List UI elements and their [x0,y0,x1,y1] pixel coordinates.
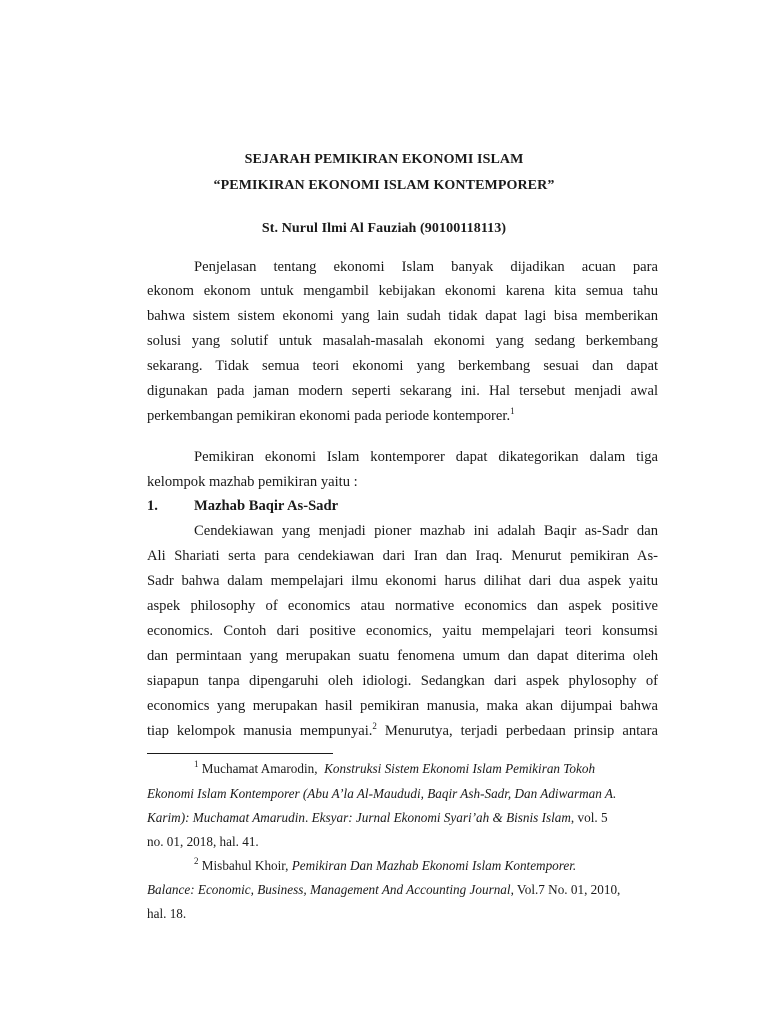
footnote-2-journal: Balance: Economic, Business, Management And Accounting Journal [147,882,511,897]
paragraph-1-text: perkembangan pemikiran ekonomi pada periode kontemporer. [147,408,511,424]
footnote-separator [147,753,333,754]
paragraph-3-line: Cendekiawan yang menjadi pioner mazhab ini adalah Baqir as-Sadr dan [194,523,658,539]
footnote-ref-2[interactable]: 2 [372,721,377,731]
paragraph-3-line: economics yang merupakan hasil pemikiran manusia, maka akan dijumpai bahwa [147,698,658,714]
footnote-1-line [147,809,658,827]
paragraph-1-line: sekarang. Tidak semua teori ekonomi yang berkembang sesuai dan dapat [147,358,658,374]
paragraph-1-last-line [147,407,658,425]
footnote-ref-1[interactable]: 1 [510,406,515,416]
paragraph-3-line: dan permintaan yang merupakan suatu fenomena umum dan dapat diterima oleh [147,648,658,664]
paragraph-3-text-cont: Menurutya, terjadi perbedaan prinsip antara [376,723,658,739]
document-subtitle: “PEMIKIRAN EKONOMI ISLAM KONTEMPORER” [213,178,555,193]
footnote-1-title-cont: Ekonomi Islam Kontemporer (Abu A’la Al-Maududi, Baqir Ash-Sadr, Dan Adiwarman A. [147,786,617,801]
footnote-2-title: Pemikiran Dan Mazhab Ekonomi Islam Kontemporer. [291,858,577,873]
footnote-1-line [194,760,658,778]
paragraph-3-text: tiap kelompok manusia mempunyai. [147,723,373,739]
footnote-2-line [194,857,658,875]
paragraph-3-line: Ali Shariati serta para cendekiawan dari Iran dan Iraq. Menurut pemikiran As- [147,548,658,564]
paragraph-3-line: siapapun tanpa dipengaruhi oleh idiologi. Sedangkan dari aspek phylosophy of [147,673,658,689]
paragraph-3-line: aspek philosophy of economics atau normative economics dan aspek positive [147,598,658,614]
paragraph-1-line: Penjelasan tentang ekonomi Islam banyak dijadikan acuan para [194,259,658,275]
section-heading: Mazhab Baqir As-Sadr [194,498,339,514]
footnote-1-separator: . [305,810,312,825]
footnote-1-line [147,785,658,803]
paragraph-1-line: ekonom ekonom untuk mengambil kebijakan ekonomi karena kita semua tahu [147,283,658,299]
document-title: SEJARAH PEMIKIRAN EKONOMI ISLAM [244,152,524,167]
footnote-1-line: no. 01, 2018, hal. 41. [147,834,259,849]
paragraph-1-line: digunakan pada jaman modern seperti sekarang ini. Hal tersebut menjadi awal [147,383,658,399]
footnote-2-line: hal. 18. [147,906,187,921]
author-line: St. Nurul Ilmi Al Fauziah (90100118113) [261,221,507,236]
section-number: 1. [147,498,158,514]
footnote-2-author: Misbahul Khoir, [201,858,289,873]
paragraph-1-line: solusi yang solutif untuk masalah-masalah ekonomi yang sedang berkembang [147,333,658,349]
paragraph-2-line: Pemikiran ekonomi Islam kontemporer dapat dikategorikan dalam tiga [194,449,658,465]
footnote-1-volume: , vol. 5 [570,810,608,825]
paragraph-1-line: bahwa sistem sistem ekonomi yang lain sudah tidak dapat lagi bisa memberikan [147,308,658,324]
footnote-1-title: Konstruksi Sistem Ekonomi Islam Pemikiran Tokoh [324,761,596,776]
footnote-1-author: Muchamat Amarodin, [201,761,318,776]
paragraph-3-line: Sadr bahwa dalam mempelajari ilmu ekonomi harus dilihat dari dua aspek yaitu [147,573,658,589]
footnote-2-volume: , Vol.7 No. 01, 2010, [510,882,621,897]
paragraph-3-line: economics. Contoh dari positive economics, yaitu mempelajari teori konsumsi [147,623,658,639]
footnote-2-line [147,881,658,899]
footnote-1-title-end: Karim): Muchamat Amarudin [147,810,305,825]
footnote-1-journal: Eksyar: Jurnal Ekonomi Syari’ah & Bisnis Islam [311,810,571,825]
paragraph-3-last-line [147,722,658,740]
paragraph-2-line: kelompok mazhab pemikiran yaitu : [147,474,358,490]
footnote-2-mark: 2 [194,856,199,866]
footnote-1-mark: 1 [194,759,199,769]
